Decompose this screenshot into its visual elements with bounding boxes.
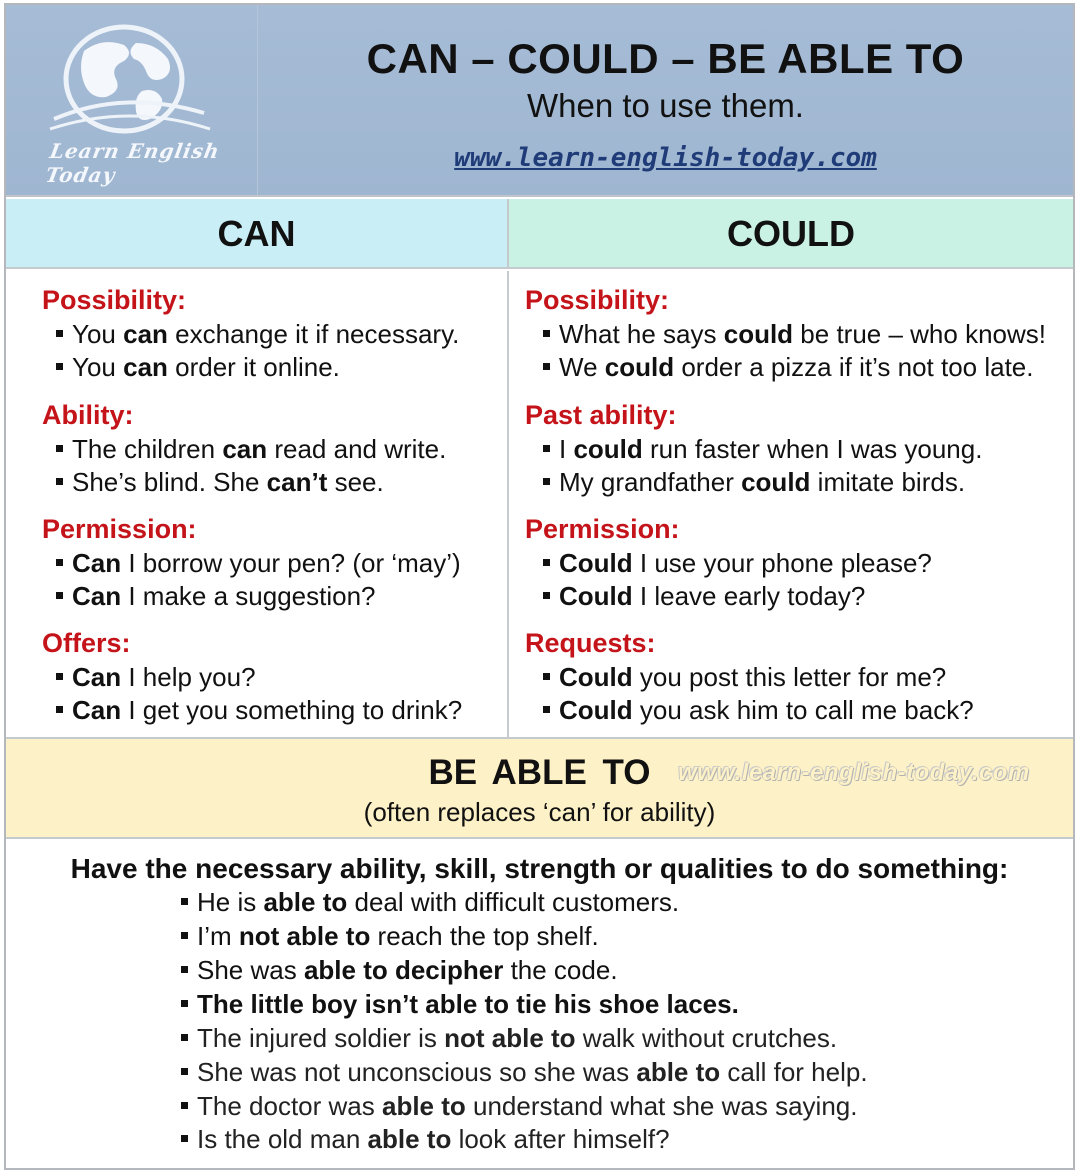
be-able-to-heading: BE ABLE TO: [428, 753, 651, 792]
example-text: you ask him to call me back?: [632, 695, 974, 725]
example-line: [543, 467, 965, 498]
example-text: The injured soldier is: [197, 1023, 445, 1053]
example-text: you post this letter for me?: [632, 662, 947, 692]
section-title: Possibility:: [42, 285, 187, 315]
example-text: the code.: [503, 955, 618, 985]
example-text: I get you something to drink?: [121, 695, 463, 725]
bullet-icon: [543, 592, 550, 599]
example-text: order a pizza if it’s not too late.: [674, 352, 1034, 382]
be-able-to-banner: [6, 737, 1073, 839]
bold-keyword: Can: [72, 548, 122, 578]
example-text: I borrow your pen? (or ‘may’): [121, 548, 461, 578]
example-line: [543, 581, 865, 612]
example-text: exchange it if necessary.: [167, 319, 460, 349]
example-text: order it online.: [167, 352, 340, 382]
bullet-icon: [56, 330, 63, 337]
example-line: [181, 955, 618, 986]
example-text: look after himself?: [451, 1124, 670, 1154]
example-text: What he says: [559, 319, 724, 349]
example-line: [543, 695, 974, 726]
logo-text: Learn English Today: [43, 139, 222, 187]
example-text: understand what she was saying.: [465, 1091, 858, 1121]
example-line: [56, 695, 462, 726]
bullet-icon: [543, 363, 550, 370]
example-text: She was: [197, 955, 304, 985]
bullet-icon: [56, 706, 63, 713]
bullet-icon: [181, 1102, 188, 1109]
bold-keyword: isn’t able to: [364, 989, 510, 1019]
example-line: [56, 548, 461, 579]
header-banner: [6, 5, 1073, 197]
example-text: I help you?: [121, 662, 256, 692]
bullet-icon: [181, 1068, 188, 1075]
bold-keyword: The little boy: [197, 989, 365, 1019]
section-title: Offers:: [42, 628, 131, 658]
section-title: Permission:: [42, 514, 197, 544]
bullet-icon: [56, 478, 63, 485]
bullet-icon: [56, 673, 63, 680]
example-line: [56, 581, 376, 612]
section-title: Requests:: [525, 628, 656, 658]
bold-keyword: can: [123, 352, 168, 382]
bold-keyword: able to: [263, 887, 348, 917]
section-title: Past ability:: [525, 400, 677, 430]
bullet-icon: [181, 1000, 188, 1007]
example-text: Is the old man: [197, 1124, 368, 1154]
example-text: I make a suggestion?: [121, 581, 376, 611]
bold-keyword: Can: [72, 662, 122, 692]
example-line: [56, 434, 446, 465]
example-text: She was not unconscious so she was: [197, 1057, 637, 1087]
example-line: [181, 887, 679, 918]
bullet-icon: [56, 592, 63, 599]
could-column-heading: COULD: [509, 199, 1073, 269]
page: [4, 3, 1075, 1170]
bold-keyword: not able to: [444, 1023, 576, 1053]
bold-keyword: could: [573, 434, 643, 464]
could-column: [509, 271, 1073, 737]
example-text: imitate birds.: [810, 467, 966, 497]
bullet-icon: [56, 559, 63, 566]
example-text: You: [72, 352, 124, 382]
example-line: [543, 352, 1034, 383]
can-column-heading: CAN: [6, 199, 509, 269]
bullet-icon: [181, 1135, 188, 1142]
example-line: [181, 1091, 857, 1122]
bullet-icon: [543, 673, 550, 680]
bullet-icon: [543, 445, 550, 452]
page-subtitle: When to use them.: [527, 87, 804, 124]
example-text: She’s blind. She: [72, 467, 267, 497]
example-text: run faster when I was young.: [642, 434, 983, 464]
example-text: The doctor was: [197, 1091, 382, 1121]
section-title: Possibility:: [525, 285, 670, 315]
example-text: deal with difficult customers.: [347, 887, 680, 917]
bold-keyword: not able to: [238, 921, 371, 951]
bold-keyword: could: [741, 467, 811, 497]
example-line: [181, 1124, 670, 1155]
bold-keyword: can: [222, 434, 268, 464]
example-text: see.: [327, 467, 384, 497]
example-text: My grandfather: [559, 467, 742, 497]
bold-keyword: able to: [381, 1091, 466, 1121]
example-text: I’m: [197, 921, 239, 951]
bold-keyword: Could: [559, 548, 633, 578]
example-text: I: [559, 434, 574, 464]
example-text: The children: [72, 434, 223, 464]
example-text: You: [72, 319, 124, 349]
example-line: [56, 467, 384, 498]
be-able-to-subheading: (often replaces ‘can’ for ability): [363, 797, 716, 827]
bold-keyword: can’t: [266, 467, 328, 497]
globe-icon: [44, 21, 224, 141]
page-title: CAN – COULD – BE ABLE TO: [366, 35, 965, 82]
bold-keyword: Could: [559, 581, 633, 611]
example-text: walk without crutches.: [575, 1023, 838, 1053]
be-able-to-definition: Have the necessary ability, skill, strength or qualities to do something:: [70, 853, 1009, 884]
example-line: [543, 662, 946, 693]
example-text: I use your phone please?: [632, 548, 932, 578]
example-text: call for help.: [720, 1057, 868, 1087]
bold-keyword: could: [604, 352, 675, 382]
bullet-icon: [181, 1034, 188, 1041]
bold-keyword: able to decipher: [303, 955, 504, 985]
bold-keyword: able to: [636, 1057, 721, 1087]
example-line: [181, 1057, 868, 1088]
bold-keyword: Can: [72, 695, 122, 725]
bullet-icon: [543, 330, 550, 337]
bold-keyword: Could: [559, 695, 633, 725]
section-title: Permission:: [525, 514, 680, 544]
website-link[interactable]: www.learn-english-today.com: [454, 143, 877, 173]
bullet-icon: [181, 898, 188, 905]
example-line: [181, 1023, 837, 1054]
bullet-icon: [56, 445, 63, 452]
section-title: Ability:: [42, 400, 134, 430]
example-text: reach the top shelf.: [370, 921, 599, 951]
bullet-icon: [181, 966, 188, 973]
bold-keyword: Can: [72, 581, 122, 611]
example-line: [543, 319, 1046, 350]
bullet-icon: [543, 559, 550, 566]
example-line: [56, 352, 340, 383]
bullet-icon: [181, 932, 188, 939]
bullet-icon: [543, 478, 550, 485]
example-line: [181, 989, 739, 1020]
can-column: [6, 271, 509, 737]
bold-keyword: able to: [367, 1124, 452, 1154]
bold-keyword: Could: [559, 662, 633, 692]
bold-keyword: can: [123, 319, 168, 349]
example-line: [181, 921, 599, 952]
example-line: [56, 662, 256, 693]
example-line: [543, 548, 932, 579]
example-text: He is: [197, 887, 264, 917]
bullet-icon: [543, 706, 550, 713]
example-line: [543, 434, 982, 465]
bold-keyword: tie his shoe laces.: [509, 989, 739, 1019]
bullet-icon: [56, 363, 63, 370]
watermark: www.learn-english-today.com: [678, 759, 1030, 786]
example-text: We: [559, 352, 605, 382]
logo: [6, 5, 258, 195]
example-text: be true – who knows!: [793, 319, 1046, 349]
example-text: I leave early today?: [632, 581, 866, 611]
example-text: read and write.: [267, 434, 447, 464]
example-line: [56, 319, 459, 350]
bold-keyword: could: [723, 319, 794, 349]
